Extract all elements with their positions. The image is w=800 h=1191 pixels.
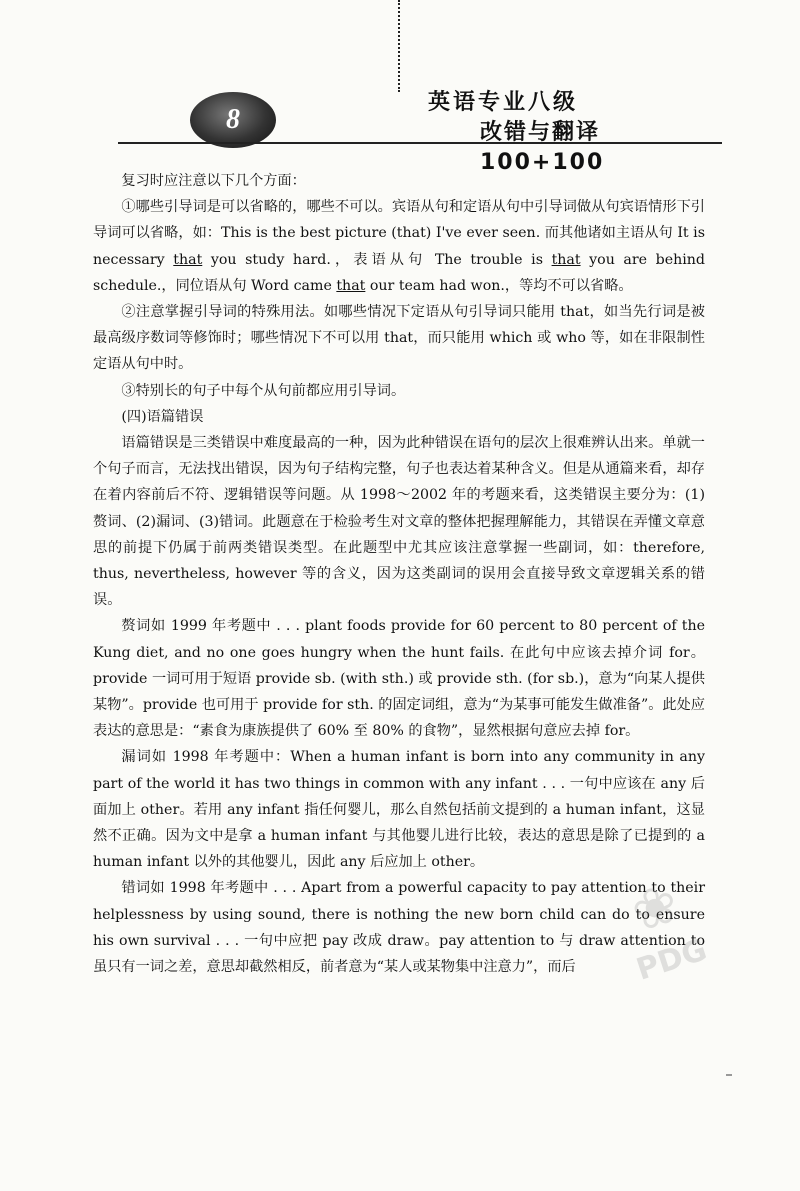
book-title-line1: 英语专业八级 [428,90,579,115]
text-run: our team had won.，等均不可以省略。 [365,277,633,294]
underlined-that: that [336,277,366,294]
paragraph-missing-word: 漏词如 1998 年考题中：When a human infant is born into any community in any part of the world it has two things in common with any infant . . . 一句中应该在 any 后面加上 other。若用 any infant 指任何婴儿，那么自然包括前文提到的 a human infant，这显然不正确。因为文中是拿 a human infant 与其他婴儿进行比较，表达的意思是除了已提到的 a human infant 以外的其他婴儿，因此 any 后应加上 other。 [93,749,705,871]
watermark-text: PDG [632,932,712,988]
paragraph-point-3: ③特别长的句子中每个从句前都应用引导词。 [121,382,406,399]
header-rule [118,142,722,144]
header-dotted-line [398,0,400,92]
underlined-that: that [551,251,581,268]
underlined-that: that [173,251,203,268]
paragraph-redundant-word: 赘词如 1999 年考题中 . . . plant foods provide for 60 percent to 80 percent of the Kung diet, and no one goes hungry when the hunt fails. 在此句中应该去掉介词 for。provide 一词可用于短语 provide sb. (with sth.) 或 provide sth. (for sb.)，意为“向某人提供某物”。provide 也可用于 provide for sth. 的固定词组，意为“为某事可能发生做准备”。此处应表达的意思是：“素食为康族提供了 60% 至 80% 的食物”，显然根据句意应去掉 for。 [93,618,705,740]
book-title [428,88,728,178]
text-run: ①哪些引导词是可以省略的，哪些不可以。宾语从句和定语从句中引导词做从句宾语情形下引导词可以省略，如：This is the best picture (that) I've ever seen. 而其他诸如主语从句 It is necessary [93,199,705,268]
paragraph-wrong-word: 错词如 1998 年考题中 . . . Apart from a powerful capacity to pay attention to their helplessness by using sound, there is nothing the new born child can do to ensure his own survival . . . 一句中应把 pay 改成 draw。pay attention to 与 draw attention to 虽只有一词之差，意思却截然相反，前者意为“某人或某物集中注意力”，而后 [93,880,705,976]
section-heading: (四)语篇错误 [121,408,204,425]
paragraph-point-1 [93,194,705,299]
watermark-seal-icon: ❀ [623,870,687,945]
watermark [573,852,777,1089]
page-number: 8 [226,104,240,135]
paragraph-point-2: ②注意掌握引导词的特殊用法。如哪些情况下定语从句引导词只能用 that，如当先行词是被最高级序数词等修饰时；哪些情况下不可以用 that，而只能用 which 或 who 等，如在非限制性定语从句中时。 [93,304,705,373]
body-text [93,168,705,980]
book-title-line2: 改错与翻译 100+100 [480,120,605,175]
paragraph-discourse-errors: 语篇错误是三类错误中难度最高的一种，因为此种错误在语句的层次上很难辨认出来。单就一个句子而言，无法找出错误，因为句子结构完整，句子也表达着某种含义。但是从通篇来看，却存在着内容前后不符、逻辑错误等问题。从 1998～2002 年的考题来看，这类错误主要分为：(1)赘词、(2)漏词、(3)错词。此题意在于检验考生对文章的整体把握理解能力，其错误在弄懂文章意思的前提下仍属于前两类错误类型。在此题型中尤其应该注意掌握一些副词，如：therefore, thus, nevertheless, however 等的含义，因为这类副词的误用会直接导致文章逻辑关系的错误。 [93,435,705,609]
text-run: you are behind schedule.，同位语从句 Word came [93,251,706,294]
text-run: you study hard.，表语从句 The trouble is [202,251,552,268]
page-number-badge [190,92,276,148]
paragraph-intro: 复习时应注意以下几个方面： [121,173,306,189]
scan-mark [726,1074,732,1076]
